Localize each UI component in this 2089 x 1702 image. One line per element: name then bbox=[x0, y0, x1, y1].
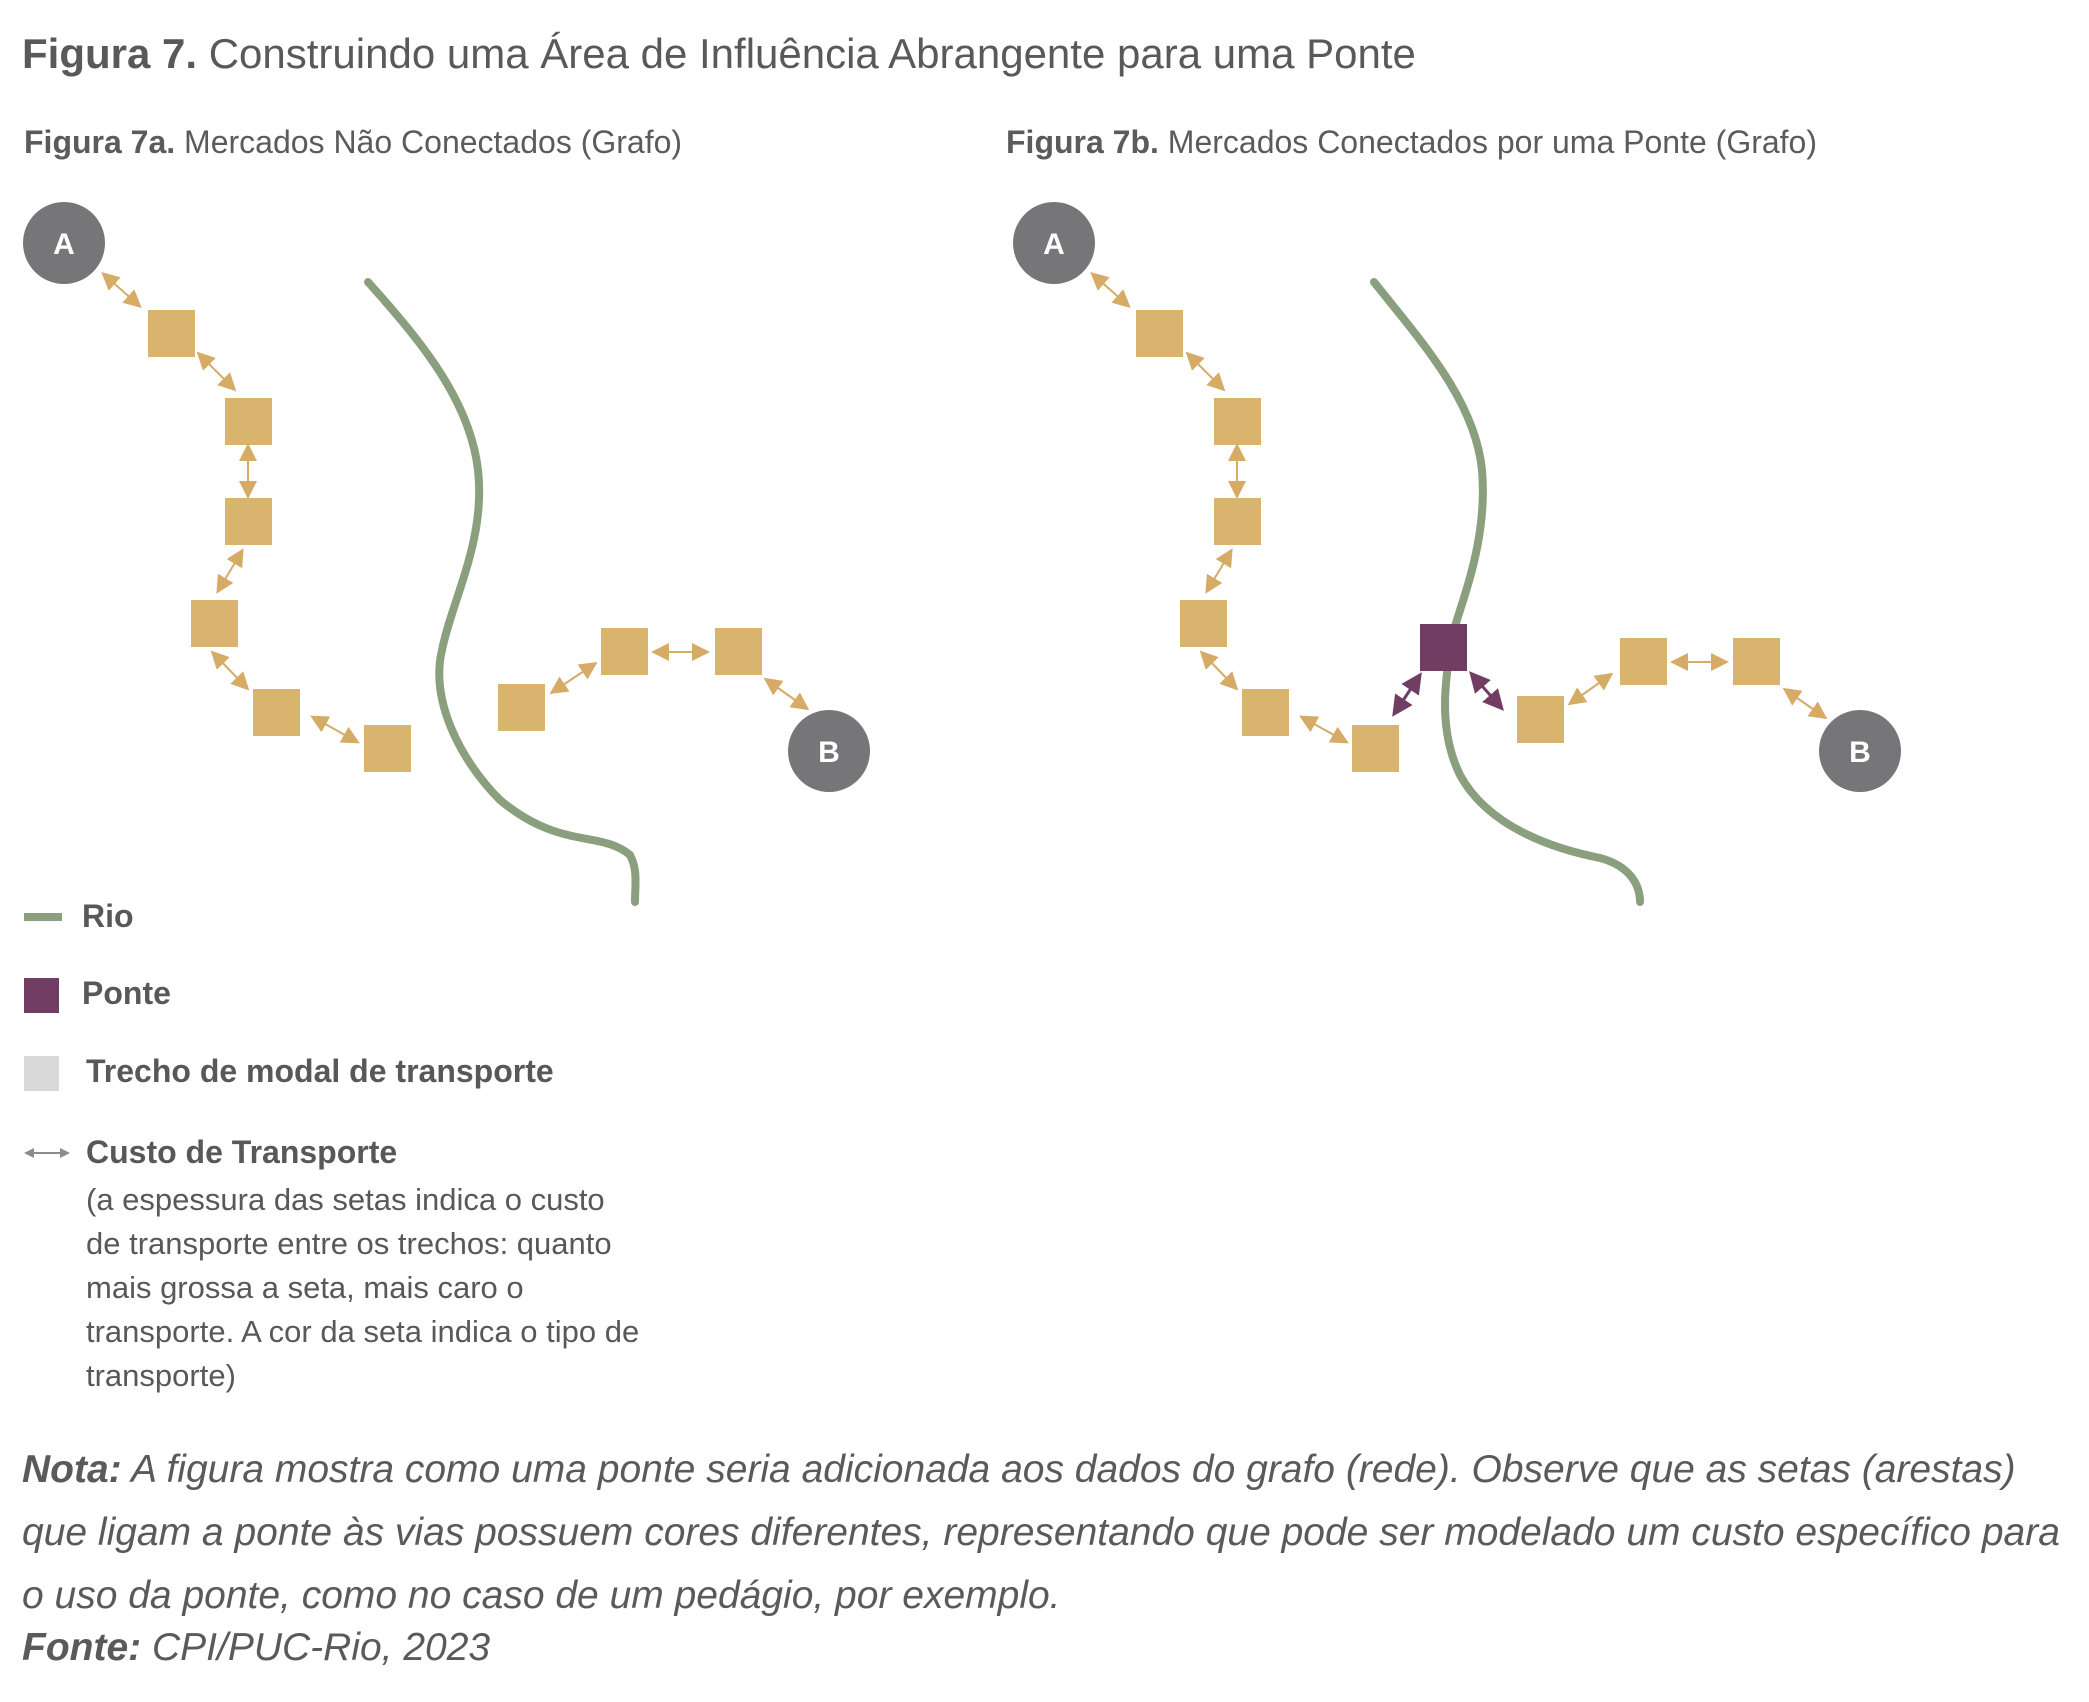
market-node-b-label: B bbox=[1849, 736, 1871, 769]
cost-arrow bbox=[1575, 678, 1606, 700]
cost-arrow bbox=[1790, 693, 1820, 714]
cost-arrow bbox=[1307, 720, 1341, 739]
transport-segment bbox=[253, 689, 300, 736]
cost-arrow bbox=[221, 556, 239, 586]
transport-segment bbox=[1620, 638, 1667, 685]
bridge bbox=[1420, 624, 1467, 671]
figure-source bbox=[22, 1626, 490, 1670]
transport-segment bbox=[1214, 398, 1261, 445]
cost-arrow bbox=[318, 720, 352, 739]
transport-segment bbox=[1242, 689, 1289, 736]
legend-cost-arrow-icon bbox=[24, 1146, 70, 1160]
panel-a-graph bbox=[23, 202, 870, 902]
transport-segment bbox=[225, 398, 272, 445]
cost-arrow bbox=[1192, 358, 1219, 385]
transport-segment bbox=[191, 600, 238, 647]
bridge-cost-arrow bbox=[1398, 681, 1416, 708]
panel-a-title bbox=[24, 124, 682, 161]
figure-title bbox=[22, 30, 1416, 78]
network-diagram bbox=[0, 190, 2089, 930]
figure-title-text: Construindo uma Área de Influência Abrangente para uma Ponte bbox=[208, 30, 1416, 77]
market-node-a-label: A bbox=[1043, 228, 1065, 261]
figure-note bbox=[22, 1438, 2072, 1627]
transport-segment bbox=[1517, 696, 1564, 743]
panel-b-label: Figura 7b. bbox=[1006, 124, 1159, 160]
legend-cost-label: Custo de Transporte bbox=[86, 1134, 398, 1170]
note-text: A figura mostra como uma ponte seria adicionada aos dados do grafo (rede). Observe que as setas (arestas) que ligam a ponte às vias possuem cores diferentes, representando que pode ser modelado um custo específico para o uso da ponte, como no caso de um pedágio, por exemplo. bbox=[22, 1448, 2060, 1617]
legend-bridge-label: Ponte bbox=[82, 975, 171, 1011]
source-text: CPI/PUC-Rio, 2023 bbox=[151, 1626, 491, 1669]
transport-segment bbox=[1180, 600, 1227, 647]
cost-arrow bbox=[1206, 657, 1232, 684]
legend-segment-swatch bbox=[24, 1056, 60, 1092]
panel-b-title-text: Mercados Conectados por uma Ponte (Grafo) bbox=[1167, 124, 1817, 160]
transport-segment bbox=[364, 725, 411, 772]
panel-b-title bbox=[1006, 124, 1817, 161]
transport-segment bbox=[1136, 310, 1183, 357]
legend-river-label: Rio bbox=[82, 898, 134, 934]
river bbox=[1374, 282, 1640, 902]
legend-segment-label: Trecho de modal de transporte bbox=[86, 1053, 554, 1089]
bridge-cost-arrow bbox=[1476, 679, 1497, 703]
river bbox=[368, 282, 636, 902]
market-node-a bbox=[1013, 202, 1095, 284]
cost-arrow bbox=[203, 358, 230, 385]
panel-a-title-text: Mercados Não Conectados (Grafo) bbox=[184, 124, 683, 160]
market-node-b bbox=[1819, 710, 1901, 792]
transport-segment bbox=[601, 628, 648, 675]
transport-segment bbox=[148, 310, 195, 357]
market-node-b-label: B bbox=[818, 736, 840, 769]
transport-segment bbox=[1214, 498, 1261, 545]
cost-arrow bbox=[557, 667, 590, 689]
transport-segment bbox=[498, 684, 545, 731]
market-node-b bbox=[788, 710, 870, 792]
source-label: Fonte: bbox=[22, 1626, 142, 1669]
cost-arrow bbox=[1097, 278, 1124, 302]
transport-segment bbox=[1733, 638, 1780, 685]
legend-river-swatch bbox=[24, 910, 64, 924]
legend-cost-description: (a espessura das setas indica o custo de transporte entre os trechos: quanto mais grossa a seta, mais caro o transporte. A cor da seta indica o tipo de transporte) bbox=[86, 1182, 640, 1393]
market-node-a bbox=[23, 202, 105, 284]
transport-segment bbox=[225, 498, 272, 545]
cost-arrow bbox=[217, 657, 243, 684]
legend-bridge-swatch bbox=[24, 978, 60, 1014]
market-node-a-label: A bbox=[53, 228, 75, 261]
panel-b-graph bbox=[1013, 202, 1901, 902]
transport-segment bbox=[715, 628, 762, 675]
note-label: Nota: bbox=[22, 1448, 122, 1491]
cost-arrow bbox=[1210, 556, 1228, 586]
cost-arrow bbox=[108, 278, 135, 302]
panel-a-label: Figura 7a. bbox=[24, 124, 176, 160]
figure-label: Figura 7. bbox=[22, 30, 198, 77]
cost-arrow bbox=[771, 683, 802, 705]
transport-segment bbox=[1352, 725, 1399, 772]
